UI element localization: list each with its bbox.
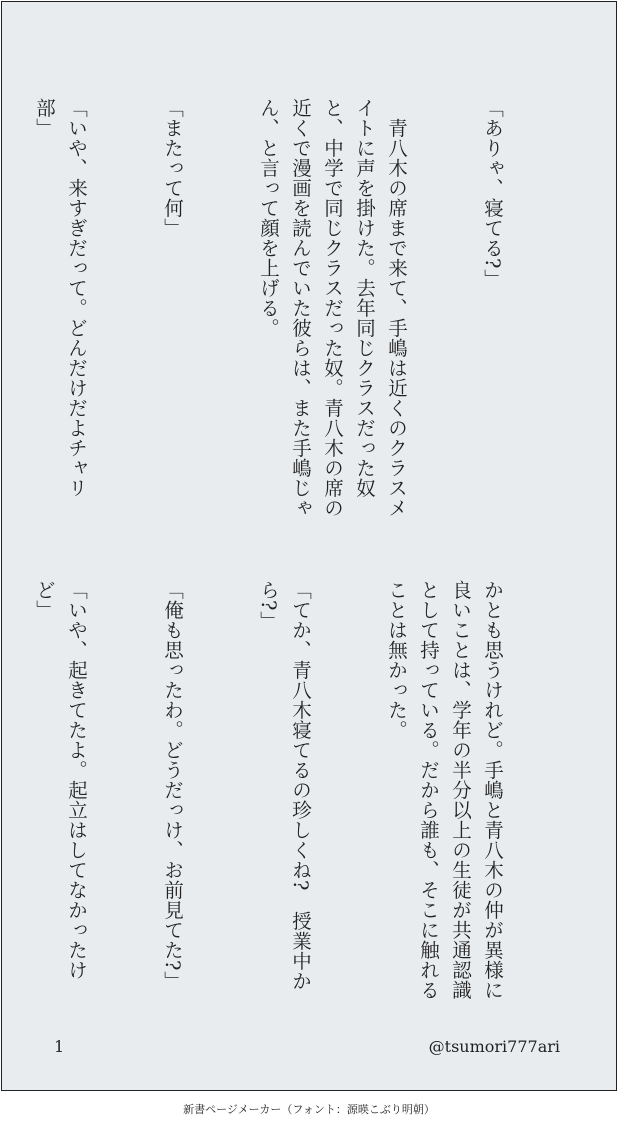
paragraph: 「またって何」: [161, 98, 184, 238]
book-page: [1, 1, 617, 1091]
footer-caption: 新書ページメーカー（フォント：源暎こぶり明朝）: [183, 1103, 435, 1116]
paragraph: 「いや、来すぎだって。どんだけだよチャリ部」: [33, 98, 88, 498]
author-handle: @tsumori777ari: [428, 1037, 560, 1056]
lower-text-block: [33, 580, 572, 1000]
paragraph: 青八木の席まで来て、手嶋は近くのクラスメイトに声を掛けた。去年同じクラスだった奴と、中学で同じクラスだった奴。青八木の席の近くで漫画を読んでいた彼らは、また手嶋じゃん、と言って顔を上げる。: [257, 98, 408, 518]
page-number: 1: [54, 1037, 65, 1056]
paragraph: 「いや、起きてたよ。起立はしてなかったけど」: [33, 580, 88, 980]
paragraph: 「てか、青八木寝てるの珍しくね? 授業中から?」: [257, 580, 312, 991]
paragraph: 「俺も思ったわ。どうだっけ、お前見てた?」: [161, 580, 184, 991]
paragraph: 「ありゃ、寝てる?」: [481, 98, 504, 289]
upper-text-block: [33, 98, 572, 518]
paragraph: かとも思うけれど。手嶋と青八木の仲が異様に良いことは、学年の半分以上の生徒が共通認識として持っている。だから誰も、そこに触れることは無かった。: [385, 580, 504, 1000]
